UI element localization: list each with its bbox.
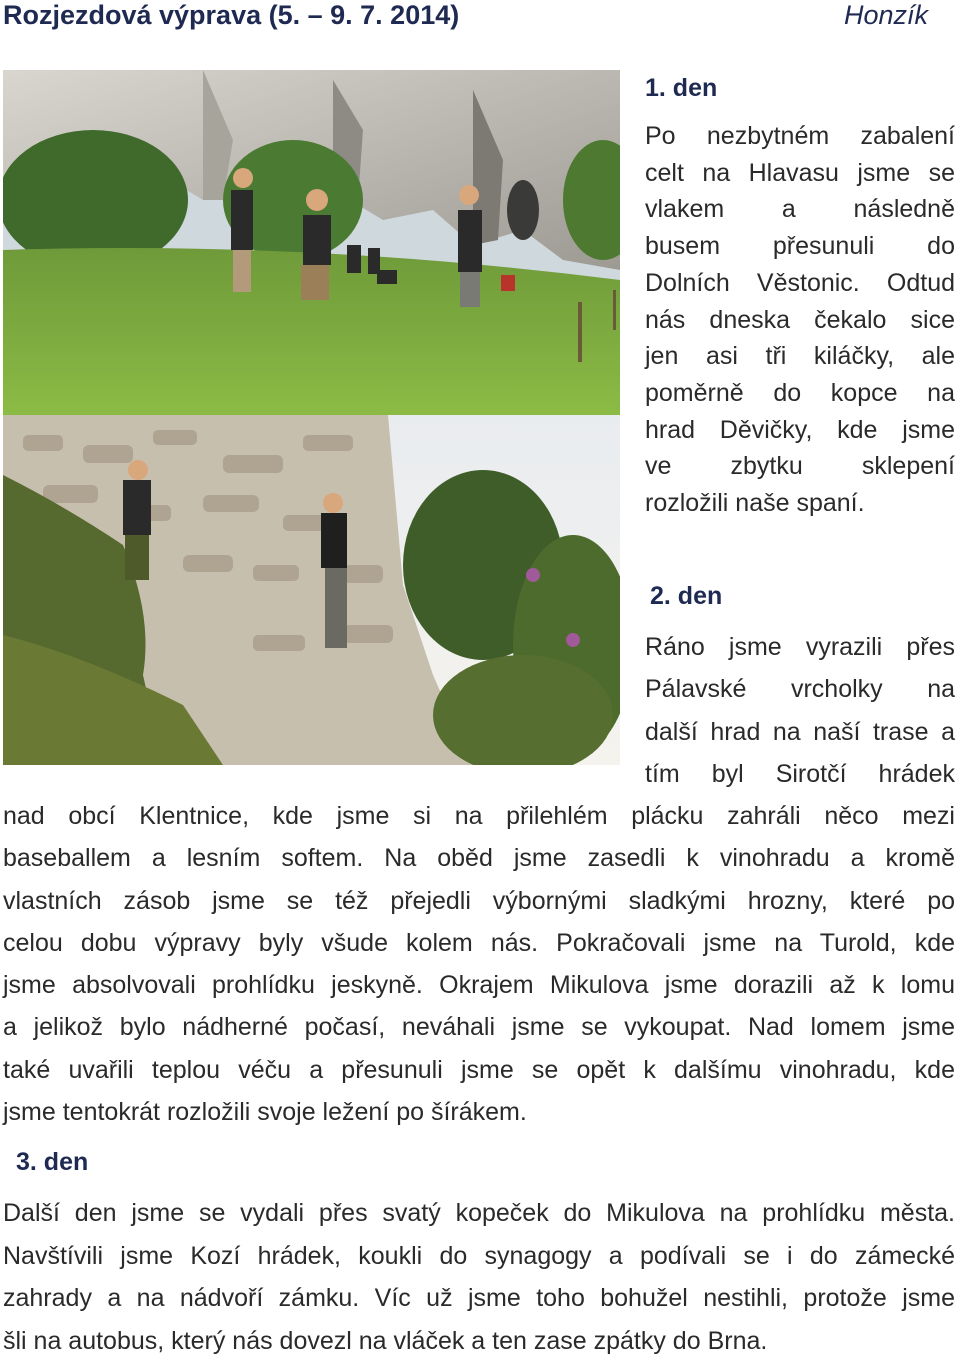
photo-meadow-rocks (3, 70, 620, 415)
day1-heading: 1. den (645, 74, 717, 103)
text-line: jsme tentokrát rozložili svoje ležení po šírákem. (3, 1091, 955, 1133)
day3-paragraph (3, 1192, 955, 1362)
text-line: také uvařili teplou véču a přesunuli jsme se opět k dalšímu vinohradu, kde (3, 1049, 955, 1091)
text-line: Pálavské vrcholky na (645, 668, 955, 710)
text-line: hrad Děvičky, kde jsme (645, 412, 955, 449)
text-line: rozložili naše spaní. (645, 485, 955, 522)
text-line: ve zbytku sklepení (645, 448, 955, 485)
day3-heading: 3. den (16, 1148, 88, 1177)
text-line: a jelikož bylo nádherné počasí, neváhali jsme se vykoupat. Nad lomem jsme (3, 1006, 955, 1048)
text-line: tím byl Sirotčí hrádek (645, 753, 955, 795)
text-line: šli na autobus, který nás dovezl na vláček a ten zase zpátky do Brna. (3, 1320, 955, 1362)
day2-paragraph-side (645, 626, 955, 795)
photo-castle-wall (3, 415, 620, 765)
text-line: jen asi tři kiláčky, ale (645, 338, 955, 375)
text-line: Ráno jsme vyrazili přes (645, 626, 955, 668)
document-title: Rozjezdová výprava (5. – 9. 7. 2014) (3, 0, 459, 31)
day2-heading: 2. den (650, 582, 722, 611)
text-line: baseballem a lesním softem. Na oběd jsme zasedli k vinohradu a kromě (3, 837, 955, 879)
text-line: Po nezbytném zabalení (645, 118, 955, 155)
text-line: poměrně do kopce na (645, 375, 955, 412)
text-line: Navštívili jsme Kozí hrádek, koukli do synagogy a podívali se i do zámecké (3, 1235, 955, 1278)
text-line: busem přesunuli do (645, 228, 955, 265)
text-line: vlastních zásob jsme se též přejedli výbornými sladkými hrozny, které po (3, 880, 955, 922)
text-line: Dolních Věstonic. Odtud (645, 265, 955, 302)
text-line: celt na Hlavasu jsme se (645, 155, 955, 192)
title-row (3, 0, 928, 36)
text-line: celou dobu výpravy byly všude kolem nás. Pokračovali jsme na Turold, kde (3, 922, 955, 964)
text-line: zahrady a na nádvoří zámku. Víc už jsme toho bohužel nestihli, protože jsme (3, 1277, 955, 1320)
text-line: nad obcí Klentnice, kde jsme si na přilehlém plácku zahráli něco mezi (3, 795, 955, 837)
text-line: další hrad na naší trase a (645, 711, 955, 753)
text-line: nás dneska čekalo sice (645, 302, 955, 339)
text-line: Další den jsme se vydali přes svatý kopeček do Mikulova na prohlídku města. (3, 1192, 955, 1235)
day2-paragraph-full (3, 795, 955, 1133)
author-name: Honzík (844, 0, 928, 31)
text-line: vlakem a následně (645, 191, 955, 228)
day1-paragraph (645, 118, 955, 522)
text-line: jsme absolvovali prohlídku jeskyně. Okrajem Mikulova jsme dorazili až k lomu (3, 964, 955, 1006)
